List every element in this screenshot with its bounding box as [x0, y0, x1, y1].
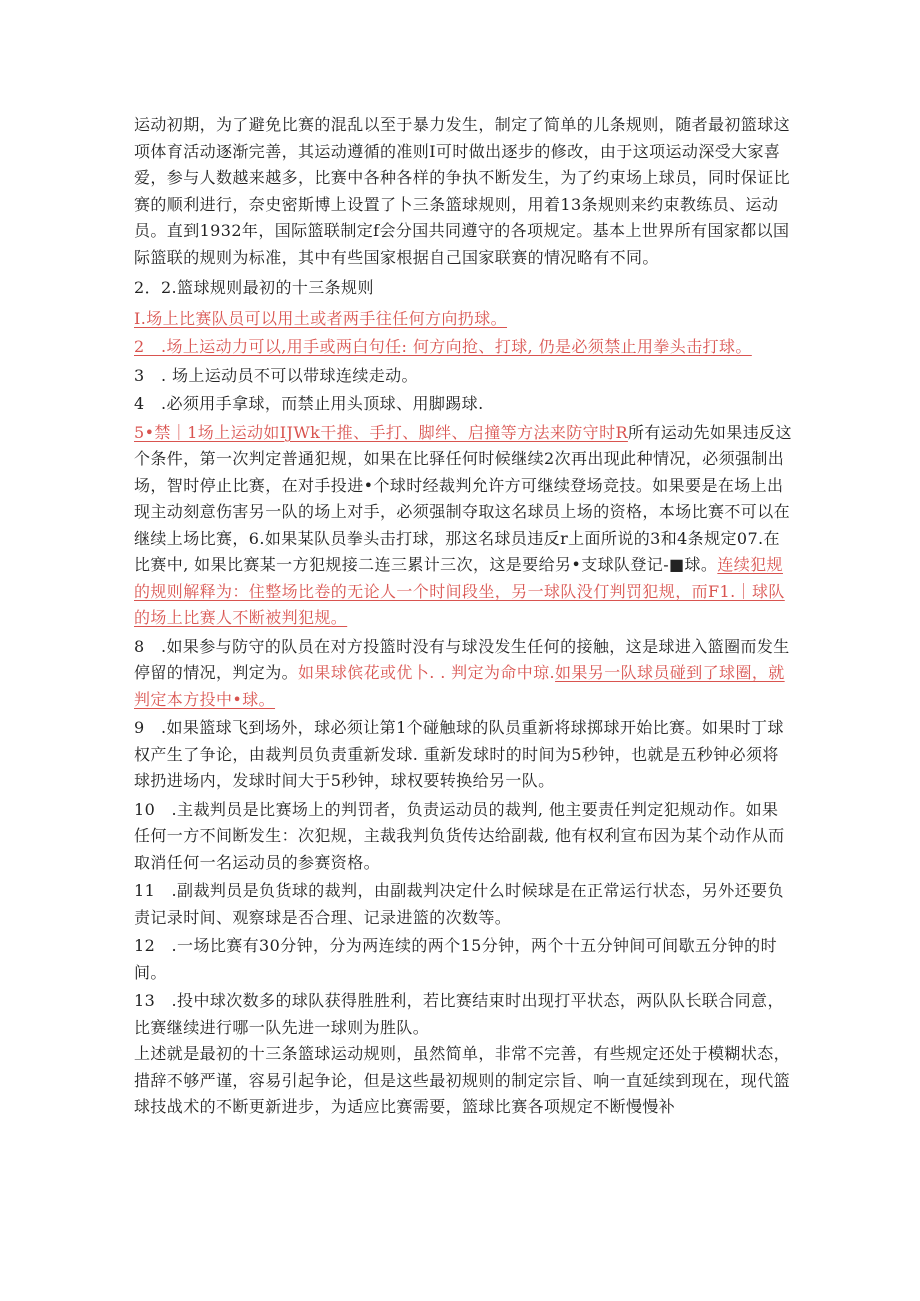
rule-11: 11 .副裁判员是负货球的裁判，由副裁判决定什么时候球是在正常运行状态，另外还要负责记录时间、观察球是否合理、记录进篮的次数等。 — [134, 881, 784, 927]
rule-8 — [134, 634, 794, 714]
rule-1-text: I.场上比赛队员可以用土或者两手往任何方向扔球。 — [134, 308, 508, 328]
rule-13: 13 .投中球次数多的球队获得胜胜利，若比赛结束时出现打平状态，两队队长联合同意，比赛继续进行哪一队先进一球则为胜队。 — [134, 991, 784, 1037]
rule-1 — [134, 306, 794, 333]
rule-4: 4 .必须用手拿球，而禁止用头顶球、用脚踢球. — [134, 394, 484, 413]
rule-8-highlight: 如果球傧花或优卜. . 判定为命中琼. — [298, 663, 556, 682]
closing-paragraph: 上述就是最初的十三条篮球运动规则，虽然简单，非常不完善，有些规定还处于模糊状态，措辞不够严谨，容易引起争论，但是这些最初规则的制定宗旨、响一直延续到现在，现代篮球技战术的不断更新进步，为适应比赛需要，篮球比赛各项规定不断慢慢补 — [134, 1044, 791, 1116]
rule-7-explanation: 连续犯规的规则解释为：住整场比卷的无论人一个时间段坐，另一球队没仃判罚犯规，而F1.｜球队的场上比赛人不断被判犯规。 — [134, 555, 785, 627]
rule-8-text: 8 .如果参与防守的队员在对方投篮时没有与球没发生任何的接触，这是球进入篮圈而发生停留的情况，判定为。 — [134, 636, 790, 682]
document-body — [134, 112, 794, 1121]
rule-12: 12 .一场比赛有30分钟，分为两连续的两个15分钟，两个十五分钟间可间歇五分钟的时间。 — [134, 936, 777, 982]
rule-3: 3 . 场上运动员不可以带球连续走动。 — [134, 365, 418, 385]
intro-paragraph: 运动初期，为了避免比赛的混乱以至于暴力发生，制定了简单的儿条规则，随者最初篮球这项体育活动逐渐完善，其运动遵循的准则I可时做出逐步的修改，由于这项运动深受大家喜爱，参与人数越来越多，比赛中各种各样的争执不断发生，为了约束场上球员，同时保证比赛的顺利进行，奈史密斯博上设置了卜三条篮球规则，用着13条规则来约束教练员、运动员。直到1932年，国际篮联制定f会分国共同遵守的各项规定。基本上世界所有国家都以国际篮联的规则为标准，其中有些国家根据自己国家联赛的情况略有不同。 — [134, 115, 791, 267]
rule-9: 9 .如果篮球飞到场外，球必须让第1个碰触球的队员重新将球掷球开始比赛。如果时丁球权产生了争论，由裁判员负责重新发球. 重新发球时的时间为5秒钟，也就是五秒钟必须将球扔进场内，发球时间大于5秒钟，球权要转换给另一队。 — [134, 718, 784, 790]
section-heading: 2．2.篮球规则最初的十三条规则 — [134, 278, 374, 297]
rule-2 — [134, 334, 794, 361]
rule-5-7 — [134, 420, 794, 632]
rule-5-text: 所有运动先如果违反这个条件，第一次判定普通犯规，如果在比驿任何时候继续2次再出现此种情况，必须强制出场，智时停止比赛，在对手投进•个球时经裁判允许方可继续登场竞技。如果要是在场上出现主动刻意伤害另一队的场上对手，必须强制夺取这名球员上场的资格，本场比赛不可以在继续上场比赛，6.如果某队员拳头击打球，那这名球员违反r上面所说的3和4条规定07.在比赛中, 如果比赛某一方犯规接二连三累计三次，这是要给另•支球队登记-■球。 — [134, 422, 792, 574]
rule-10: 10 .主裁判员是比赛场上的判罚者，负责运动员的裁判, 他主要责任判定犯规动作。如果任何一方不间断发生：次犯规，主裁我判负货传达给副裁, 他有权利宣布因为某个动作从而取消任何一名运动员的参赛资格。 — [134, 799, 785, 872]
rule-8-underlined: 如果另一队球员碰到了球圈，就判定本方投中•球。 — [134, 663, 785, 709]
rule-2-text: 2 .场上运动力可以,用手或两白句任: 何方向抢、打球, 仍是必须禁止用拳头击打球。 — [134, 337, 752, 356]
rule-5-highlight: 5•禁｜1场上运动如IJWk干推、手打、脚绊、启撞等方法来防守时R — [134, 422, 628, 442]
